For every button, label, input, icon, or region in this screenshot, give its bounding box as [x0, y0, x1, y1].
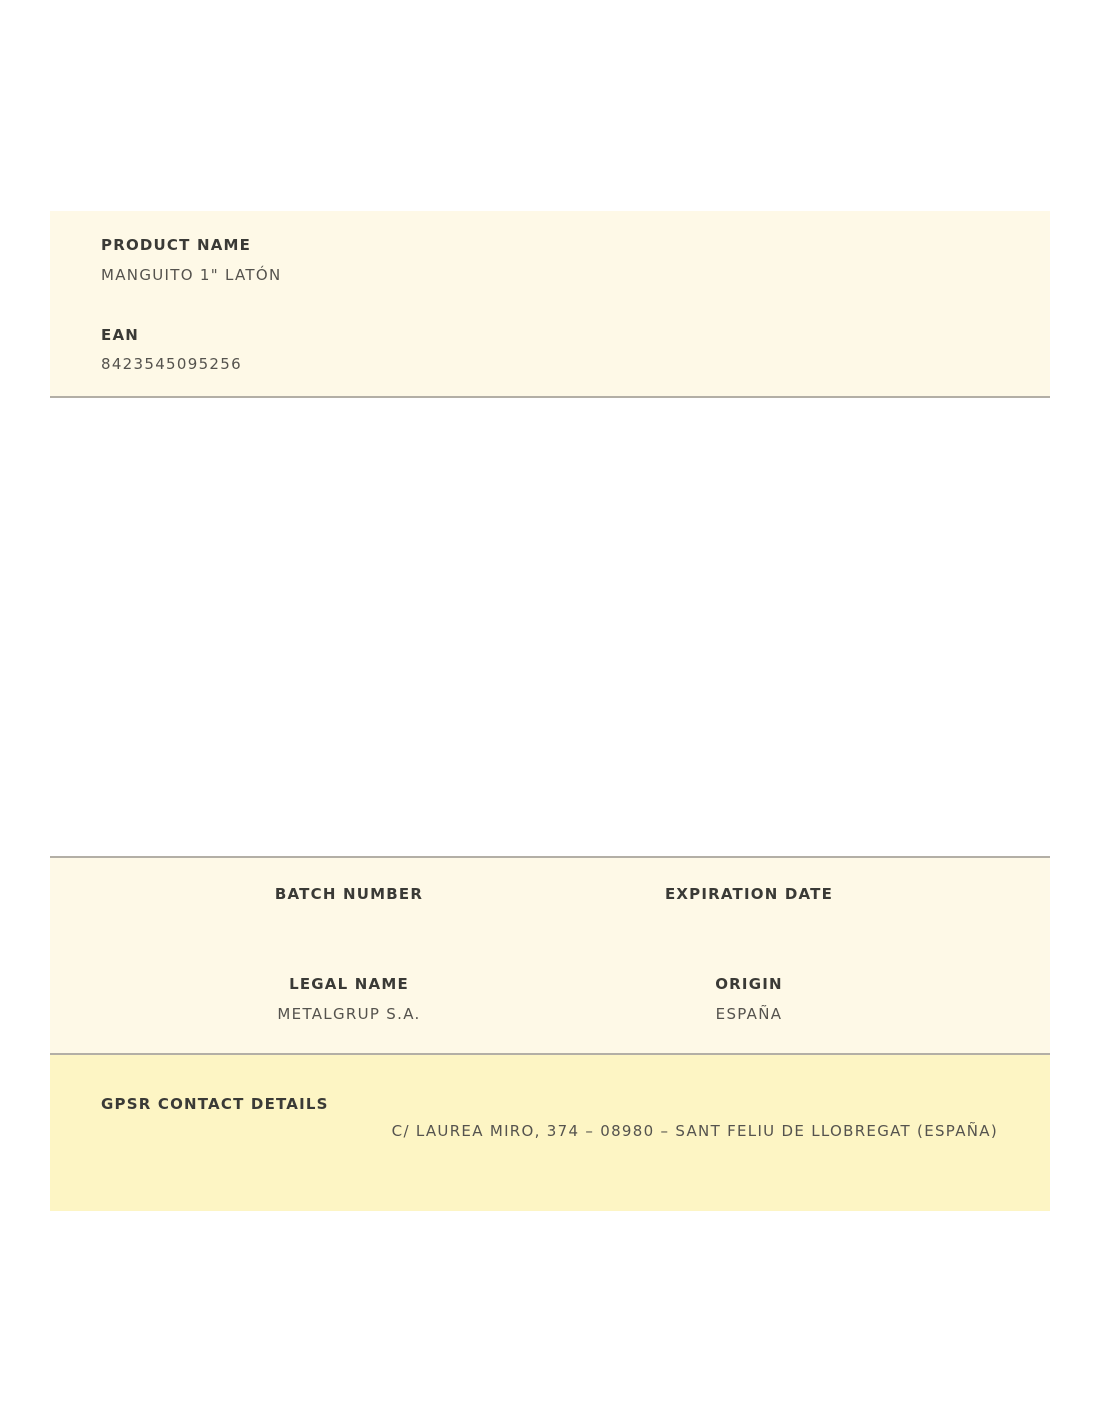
origin-value: ESPAÑA — [715, 1005, 783, 1023]
gpsr-contact-label: GPSR CONTACT DETAILS — [101, 1095, 329, 1113]
origin-label: ORIGIN — [715, 975, 783, 993]
batch-number-label: BATCH NUMBER — [274, 885, 424, 903]
ean-label: EAN — [101, 326, 140, 344]
legal-name-value: METALGRUP S.A. — [277, 1005, 421, 1023]
gpsr-contact-panel — [50, 1055, 1050, 1211]
gpsr-contact-address: C/ LAUREA MIRO, 374 – 08980 – SANT FELIU DE LLOBREGAT (ESPAÑA) — [391, 1122, 998, 1140]
legal-name-label: LEGAL NAME — [289, 975, 409, 993]
product-name-label: PRODUCT NAME — [101, 236, 252, 254]
batch-details-panel — [50, 856, 1050, 1055]
ean-value: 8423545095256 — [101, 355, 242, 373]
product-info-panel — [50, 211, 1050, 398]
product-name-value: MANGUITO 1" LATÓN — [101, 266, 282, 284]
expiration-date-label: EXPIRATION DATE — [664, 885, 834, 903]
